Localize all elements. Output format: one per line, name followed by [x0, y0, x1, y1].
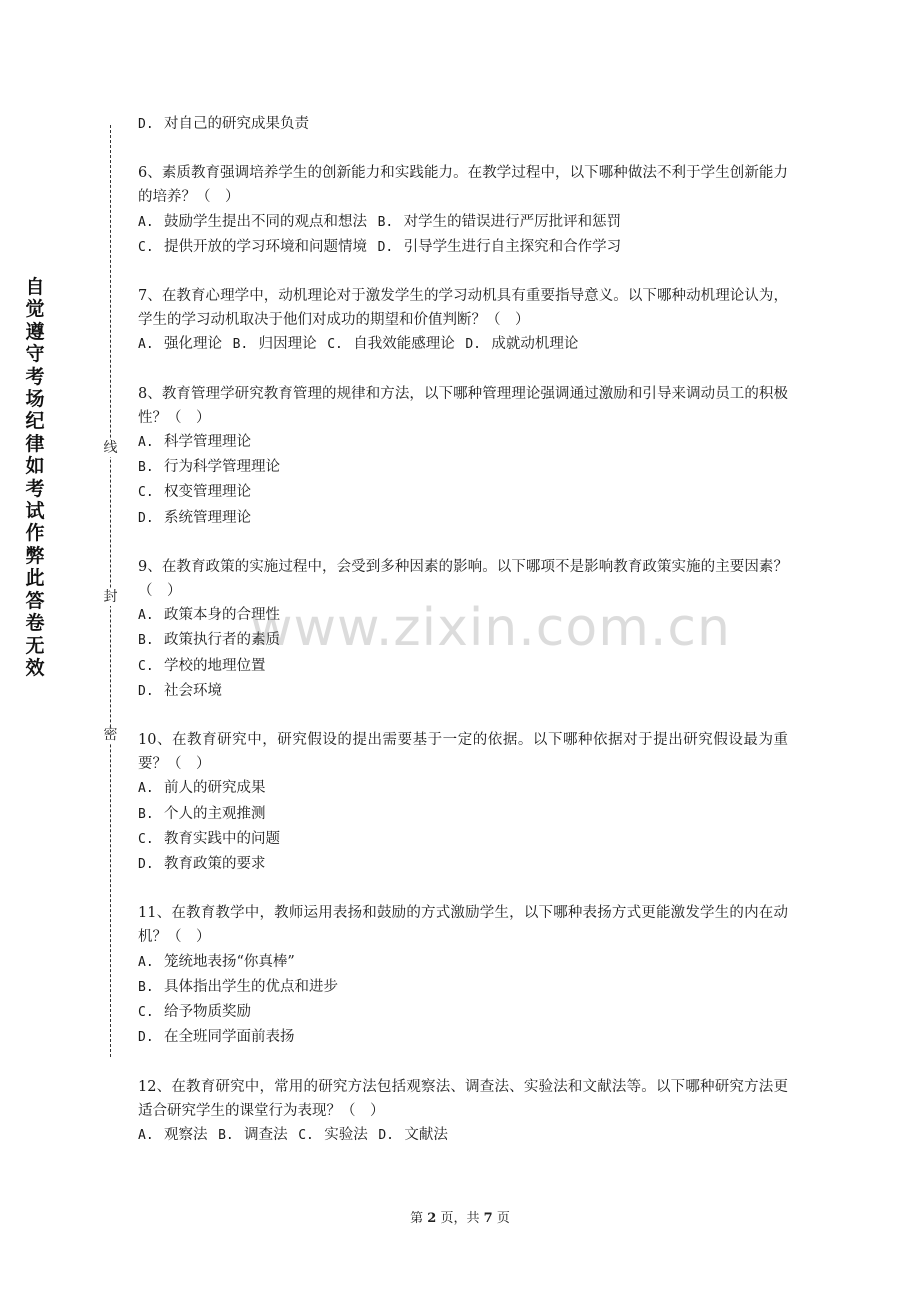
option-a: A. 政策本身的合理性: [138, 607, 280, 624]
option-d: 文献法: [404, 1126, 448, 1143]
option-b: 对学生的错误进行严厉批评和惩罚: [403, 213, 622, 230]
option-c: 自我效能感理论: [353, 336, 455, 353]
question-11: [138, 901, 788, 1050]
option-a: A. 笼统地表扬“你真棒”: [138, 953, 295, 970]
option-c: C. 学校的地理位置: [138, 657, 266, 674]
option-a: A. 科学管理理论: [138, 434, 251, 451]
option-a: 鼓励学生提出不同的观点和想法: [164, 213, 367, 230]
option-c: C. 教育实践中的问题: [138, 830, 280, 847]
option-d: D. 系统管理理论: [138, 509, 251, 526]
question-8: [138, 382, 788, 531]
option-c: C. 权变管理理论: [138, 484, 251, 501]
question-stem: 7、在教育心理学中，动机理论对于激发学生的学习动机具有重要指导意义。以下哪种动机理论认为，学生的学习动机取决于他们对成功的期望和价值判断？（ ）: [138, 288, 788, 329]
option-d: D. 社会环境: [138, 682, 222, 699]
seal-label-mi: 密: [103, 727, 118, 743]
option-d: 成就动机理论: [491, 336, 579, 353]
question-stem: 11、在教育教学中，教师运用表扬和鼓励的方式激励学生，以下哪种表扬方式更能激发学生的内在动机？（ ）: [138, 905, 788, 946]
option-c: C. 给予物质奖励: [138, 1004, 251, 1021]
margin-warning-text: 自觉遵守考场纪律如考试作弊此答卷无效: [25, 276, 45, 679]
question-list: [138, 112, 788, 1148]
option-d: D. 在全班同学面前表扬: [138, 1029, 295, 1046]
option-b: 调查法: [244, 1126, 288, 1143]
option-row: A. 鼓励学生提出不同的观点和想法 B. 对学生的错误进行严厉批评和惩罚: [138, 213, 622, 230]
question-12: [138, 1075, 788, 1149]
option-b: B. 具体指出学生的优点和进步: [138, 978, 338, 995]
question-7: [138, 284, 788, 358]
option-a: 观察法: [164, 1126, 208, 1143]
option-row: A. 观察法 B. 调查法 C. 实验法 D. 文献法: [138, 1126, 448, 1143]
seal-label-feng: 封: [103, 589, 118, 605]
watermark: www.zixin.com.cn: [250, 598, 731, 658]
question-9: [138, 555, 788, 704]
question-stem: 12、在教育研究中，常用的研究方法包括观察法、调查法、实验法和文献法等。以下哪种研究方法更适合研究学生的课堂行为表现？（ ）: [138, 1078, 788, 1119]
option-d: 引导学生进行自主探究和合作学习: [403, 238, 622, 255]
option-b: B. 个人的主观推测: [138, 805, 266, 822]
option-b: 归因理论: [258, 336, 317, 353]
page-footer: 第 2 页，共 7 页: [410, 1211, 510, 1226]
option-b: B. 政策执行者的素质: [138, 632, 280, 649]
option-row: C. 提供开放的学习环境和问题情境 D. 引导学生进行自主探究和合作学习: [138, 238, 622, 255]
option-a: 强化理论: [164, 336, 222, 353]
question-stem: 9、在教育政策的实施过程中，会受到多种因素的影响。以下哪项不是影响教育政策实施的主要因素？（ ）: [138, 558, 788, 600]
question-stem: 6、素质教育强调培养学生的创新能力和实践能力。在教学过程中，以下哪种做法不利于学生创新能力的培养？（ ）: [138, 165, 788, 206]
question-6: [138, 161, 788, 260]
option-b: B. 行为科学管理理论: [138, 459, 280, 476]
option-d: D. 教育政策的要求: [138, 856, 266, 873]
carryover-option: D. 对自己的研究成果负责: [138, 116, 309, 132]
page-total: 7: [483, 1211, 493, 1226]
option-c: 实验法: [324, 1126, 368, 1143]
seal-label-xian: 线: [103, 440, 118, 456]
question-stem: 10、在教育研究中，研究假设的提出需要基于一定的依据。以下哪种依据对于提出研究假设最为重要？（ ）: [138, 732, 788, 773]
option-a: A. 前人的研究成果: [138, 780, 266, 797]
option-c: 提供开放的学习环境和问题情境: [164, 238, 367, 255]
question-stem: 8、教育管理学研究教育管理的规律和方法，以下哪种管理理论强调通过激励和引导来调动员工的积极性？（ ）: [138, 385, 788, 426]
page-number: 2: [427, 1211, 437, 1226]
question-10: [138, 728, 788, 877]
option-row: A. 强化理论 B. 归因理论 C. 自我效能感理论 D. 成就动机理论: [138, 336, 579, 353]
